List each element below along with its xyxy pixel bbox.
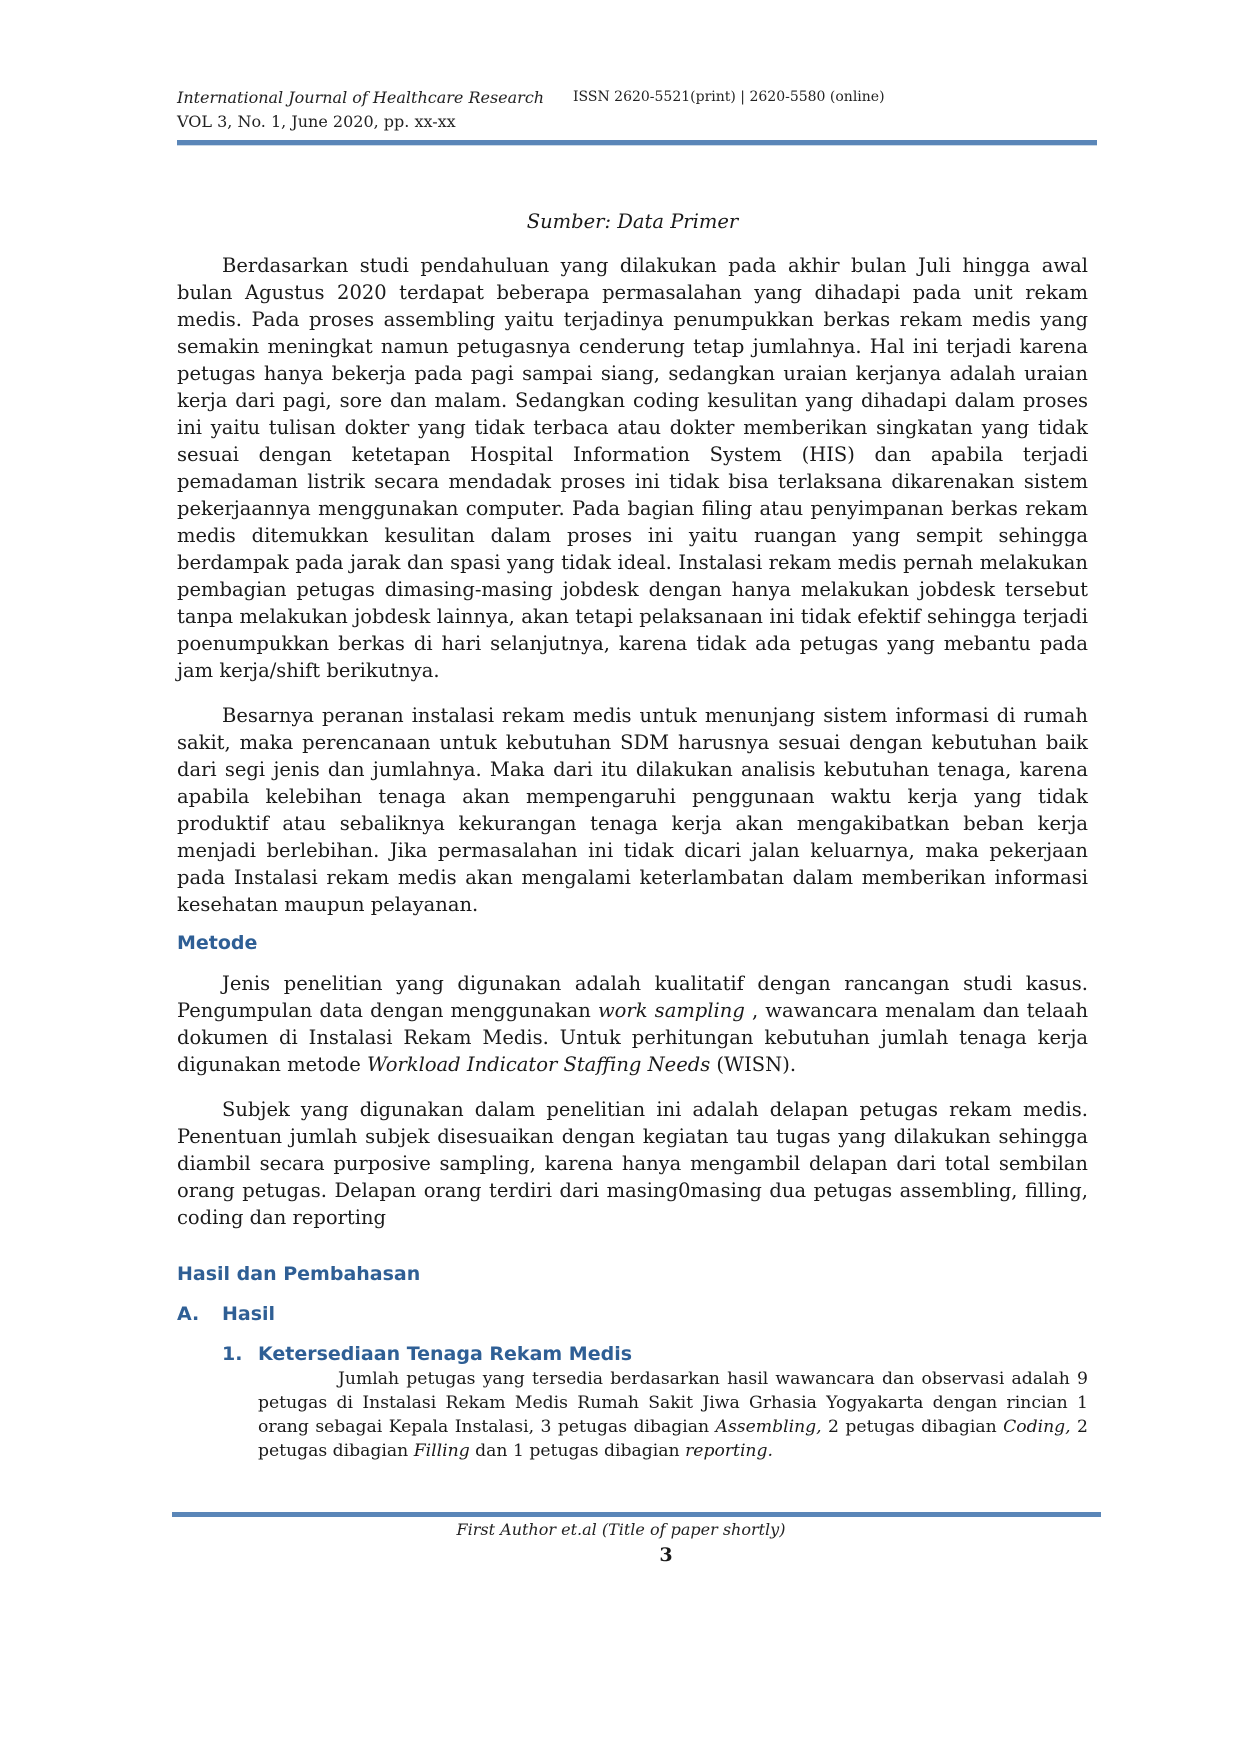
paragraph-background: Berdasarkan studi pendahuluan yang dilakukan pada akhir bulan Juli hingga awal bulan Agustus 2020 terdapat beberapa permasalahan yang dihadapi pada unit rekam medis. Pada proses assembling yaitu terjadinya penumpukkan berkas rekam medis yang semakin meningkat namun petugasnya cenderung tetap jumlahnya. Hal ini terjadi karena petugas hanya bekerja pada pagi sampai siang, sedangkan uraian kerjanya adalah uraian kerja dari pagi, sore dan malam. Sedangkan coding kesulitan yang dihadapi dalam proses ini yaitu tulisan dokter yang tidak terbaca atau dokter memberikan singkatan yang tidak sesuai dengan ketetapan Hospital Information System (HIS) dan apabila terjadi pemadaman listrik secara mendadak proses ini tidak bisa terlaksana dikarenakan sistem pekerjaannya menggunakan computer. Pada bagian filing atau penyimpanan berkas rekam medis ditemukkan kesulitan dalam proses ini yaitu ruangan yang sempit sehingga berdampak pada jarak dan spasi yang tidak ideal. Instalasi rekam medis pernah melakukan pembagian petugas dimasing-masing jobdesk dengan hanya melakukan jobdesk tersebut tanpa melakukan jobdesk lainnya, akan tetapi pelaksanaan ini tidak efektif sehingga terjadi poenumpukkan berkas di hari selanjutnya, karena tidak ada petugas yang mebantu pada jam kerja/shift berikutnya. <box>177 254 1088 682</box>
paragraph-rationale: Besarnya peranan instalasi rekam medis untuk menunjang sistem informasi di rumah sakit, maka perencanaan untuk kebutuhan SDM harusnya sesuai dengan kebutuhan baik dari segi jenis dan jumlahnya. Maka dari itu dilakukan analisis kebutuhan tenaga, karena apabila kelebihan tenaga akan mempengaruhi penggunaan waktu kerja yang tidak produktif atau sebaliknya kekurangan tenaga kerja akan mengakibatkan beban kerja menjadi berlebihan. Jika permasalahan ini tidak dicari jalan keluarnya, maka pekerjaan pada Instalasi rekam medis akan mengalami keterlambatan dalam memberikan informasi kesehatan maupun pelayanan. <box>177 704 1088 916</box>
section-heading-hasil-pembahasan: Hasil dan Pembahasan <box>177 1263 421 1285</box>
running-footer: First Author et.al (Title of paper shortly) <box>456 1520 786 1539</box>
page-body <box>177 208 1088 1463</box>
issn: ISSN 2620-5521(print) | 2620-5580 (online) <box>573 89 885 105</box>
subsection-heading-hasil: A. Hasil <box>177 1303 276 1325</box>
page-number: 3 <box>659 1544 673 1566</box>
paragraph-method-design: Jenis penelitian yang digunakan adalah kualitatif dengan rancangan studi kasus. Pengumpulan data dengan menggunakan work sampling , wawancara menalam dan telaah dokumen di Instalasi Rekam Medis. Untuk perhitungan kebutuhan jumlah tenaga kerja digunakan metode Workload Indicator Staffing Needs (WISN). <box>177 972 1088 1076</box>
header-rule <box>177 140 1097 146</box>
journal-title: International Journal of Healthcare Research <box>177 88 545 107</box>
paragraph-method-subjects: Subjek yang digunakan dalam penelitian ini adalah delapan petugas rekam medis. Penentuan jumlah subjek disesuaikan dengan kegiatan tau tugas yang dilakukan sehingga diambil secara purposive sampling, karena hanya mengambil delapan dari total sembilan orang petugas. Delapan orang terdiri dari masing0masing dua petugas assembling, filling, coding dan reporting <box>177 1098 1088 1229</box>
paragraph-staff-availability: Jumlah petugas yang tersedia berdasarkan hasil wawancara dan observasi adalah 9 petugas di Instalasi Rekam Medis Rumah Sakit Jiwa Grhasia Yogyakarta dengan rincian 1 orang sebagai Kepala Instalasi, 3 petugas dibagian Assembling, 2 petugas dibagian Coding, 2 petugas dibagian Filling dan 1 petugas dibagian reporting. <box>258 1369 1088 1461</box>
volume-info: VOL 3, No. 1, June 2020, pp. xx-xx <box>177 112 456 131</box>
table-source-caption: Sumber: Data Primer <box>526 210 739 233</box>
subsubsection-heading-ketersediaan: 1. Ketersediaan Tenaga Rekam Medis <box>222 1343 633 1365</box>
footer-rule <box>172 1512 1101 1517</box>
section-heading-metode: Metode <box>177 932 258 954</box>
